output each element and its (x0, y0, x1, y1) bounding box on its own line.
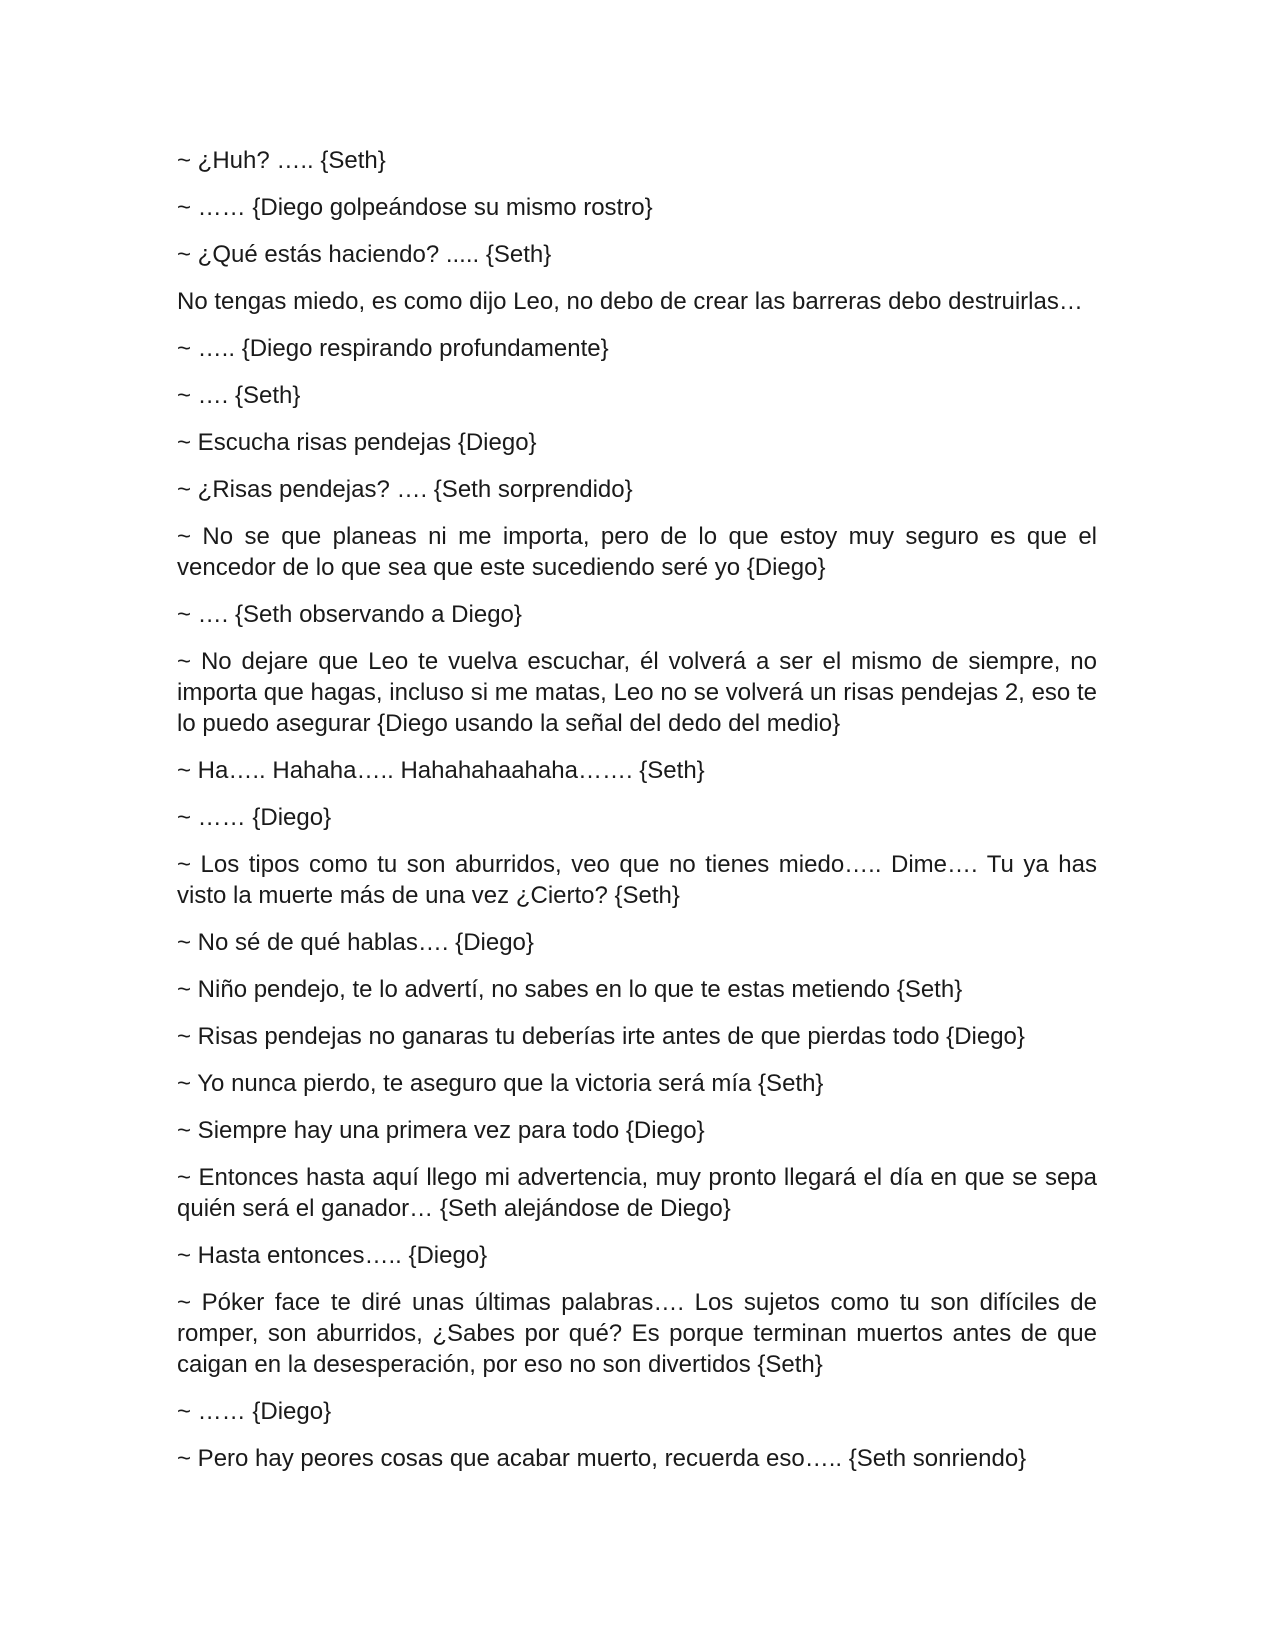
dialogue-line: ~ Hasta entonces….. {Diego} (177, 1242, 488, 1269)
dialogue-line: ~ ….. {Diego respirando profundamente} (177, 335, 609, 362)
dialogue-line: ~ Los tipos como tu son aburridos, veo que no tienes miedo….. Dime…. Tu ya has visto la muerte más de una vez ¿Cierto? {Seth} (177, 851, 1097, 909)
dialogue-line: ~ No sé de qué hablas…. {Diego} (177, 929, 534, 956)
dialogue-line: ~ …. {Seth} (177, 382, 301, 409)
dialogue-line: ~ …… {Diego} (177, 804, 332, 831)
dialogue-line: ~ ¿Risas pendejas? …. {Seth sorprendido} (177, 476, 633, 503)
dialogue-line: ~ Escucha risas pendejas {Diego} (177, 429, 537, 456)
dialogue-line: ~ Risas pendejas no ganaras tu deberías irte antes de que pierdas todo {Diego} (177, 1023, 1025, 1050)
dialogue-line: ~ No dejare que Leo te vuelva escuchar, él volverá a ser el mismo de siempre, no importa que hagas, incluso si me matas, Leo no se volverá un risas pendejas 2, eso te lo puedo asegurar {Diego usando la señal del dedo del medio} (177, 648, 1097, 737)
dialogue-line: ~ Yo nunca pierdo, te aseguro que la victoria será mía {Seth} (177, 1070, 824, 1097)
dialogue-line: ~ ¿Qué estás haciendo? ..... {Seth} (177, 241, 552, 268)
dialogue-line: ~ …. {Seth observando a Diego} (177, 601, 522, 628)
dialogue-line: ~ ¿Huh? ….. {Seth} (177, 147, 386, 174)
dialogue-line: ~ Ha….. Hahaha….. Hahahahaahaha……. {Seth} (177, 757, 705, 784)
dialogue-line: ~ Póker face te diré unas últimas palabras…. Los sujetos como tu son difíciles de romper, son aburridos, ¿Sabes por qué? Es porque terminan muertos antes de que caigan en la desesperación, por eso no son divertidos {Seth} (177, 1289, 1097, 1378)
dialogue-line: ~ …… {Diego} (177, 1398, 332, 1425)
dialogue-line: ~ No se que planeas ni me importa, pero de lo que estoy muy seguro es que el vencedor de lo que sea que este sucediendo seré yo {Diego} (177, 523, 1097, 581)
narration-line: No tengas miedo, es como dijo Leo, no debo de crear las barreras debo destruirlas… (177, 288, 1083, 315)
dialogue-line: ~ …… {Diego golpeándose su mismo rostro} (177, 194, 653, 221)
dialogue-line: ~ Pero hay peores cosas que acabar muerto, recuerda eso….. {Seth sonriendo} (177, 1445, 1027, 1472)
document-body (177, 145, 1097, 1490)
dialogue-line: ~ Entonces hasta aquí llego mi advertencia, muy pronto llegará el día en que se sepa quién será el ganador… {Seth alejándose de Diego} (177, 1164, 1097, 1222)
dialogue-line: ~ Niño pendejo, te lo advertí, no sabes en lo que te estas metiendo {Seth} (177, 976, 963, 1003)
dialogue-line: ~ Siempre hay una primera vez para todo {Diego} (177, 1117, 705, 1144)
